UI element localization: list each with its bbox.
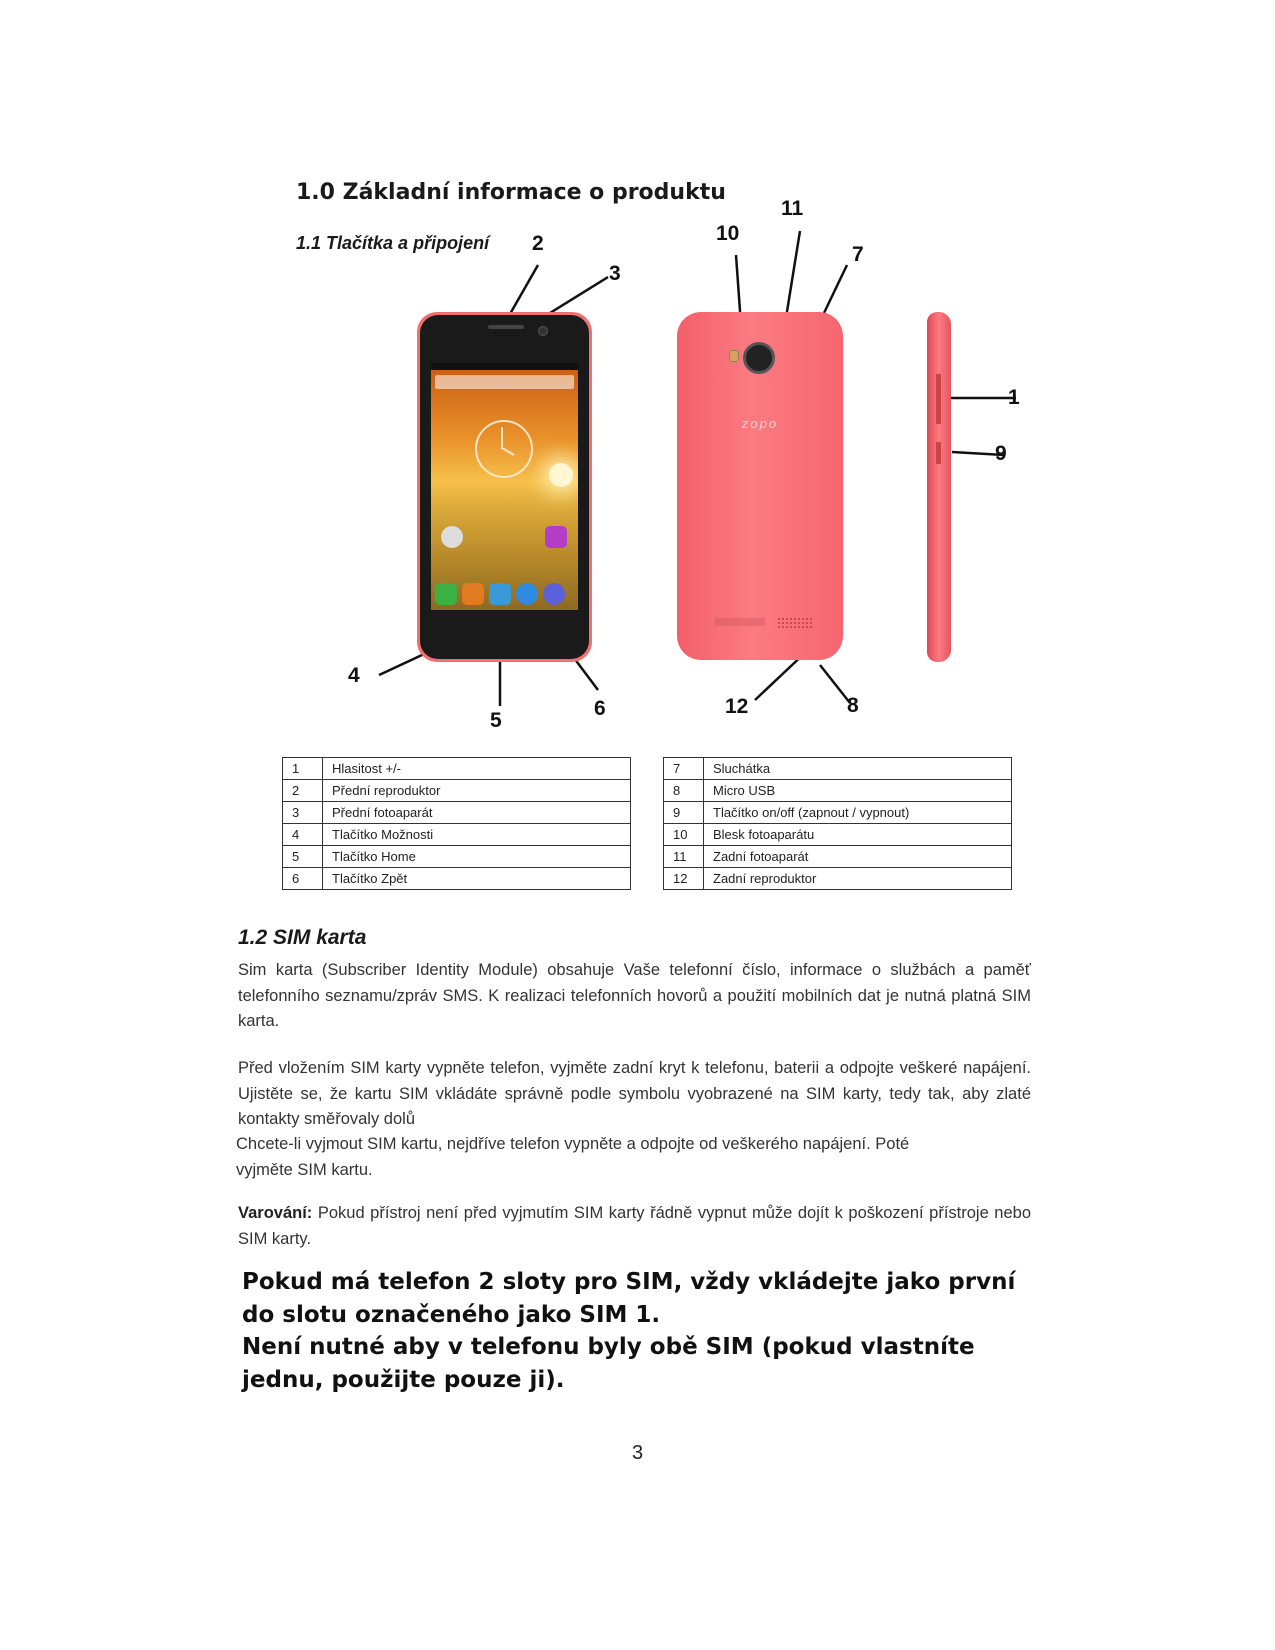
table-cell-num: 12 — [664, 868, 704, 890]
callout-4: 4 — [348, 664, 360, 687]
parts-table-left — [282, 757, 631, 890]
callout-5: 5 — [490, 709, 502, 732]
phone-screen — [431, 363, 578, 610]
camera-app-icon — [441, 526, 463, 548]
table-cell-label: Tlačítko Home — [323, 846, 631, 868]
paragraph-insert-sim: Před vložením SIM karty vypněte telefon, vyjměte zadní kryt k telefonu, baterii a odpojte veškeré napájení. Ujistěte se, že kartu SIM vkládáte správně podle symbolu vyobrazené na SIM karty, tedy tak, aby zlaté kontakty směřovaly dolů — [238, 1059, 1031, 1128]
phone-front-image — [417, 312, 592, 662]
callout-1: 1 — [1008, 386, 1020, 409]
section-title: 1.2 SIM karta — [238, 926, 367, 949]
dual-sim-note-2: Není nutné aby v telefonu byly obě SIM (pokud vlastníte jednu, použijte pouze ji). — [242, 1334, 975, 1393]
callout-10: 10 — [716, 222, 740, 245]
table-row — [664, 758, 1012, 780]
front-camera — [538, 326, 548, 336]
table-cell-num: 7 — [664, 758, 704, 780]
dual-sim-note — [242, 1266, 1042, 1396]
table-row — [283, 846, 631, 868]
search-widget — [435, 375, 574, 389]
table-row — [283, 780, 631, 802]
table-row — [283, 824, 631, 846]
table-cell-label: Tlačítko Možnosti — [323, 824, 631, 846]
leader-2 — [510, 265, 538, 314]
leader-7 — [824, 265, 847, 313]
table-cell-num: 1 — [283, 758, 323, 780]
table-cell-label: Tlačítko Zpět — [323, 868, 631, 890]
table-cell-label: Sluchátka — [704, 758, 1012, 780]
callout-6: 6 — [594, 697, 606, 720]
callout-2: 2 — [532, 232, 544, 255]
table-cell-num: 2 — [283, 780, 323, 802]
table-row — [664, 780, 1012, 802]
dual-sim-note-1: Pokud má telefon 2 sloty pro SIM, vždy vkládejte jako první do slotu označeného jako SIM 1. — [242, 1269, 1016, 1328]
table-cell-num: 6 — [283, 868, 323, 890]
phone-side-image — [927, 312, 951, 662]
music-app-icon — [545, 526, 567, 548]
page-heading: 1.0 Základní informace o produktu — [296, 180, 726, 205]
paragraph-sim-intro: Sim karta (Subscriber Identity Module) obsahuje Vaše telefonní číslo, informace o službách a paměť telefonního seznamu/zpráv SMS. K realizaci telefonních hovorů a použití mobilních dat je nutná platná SIM karta. — [238, 961, 1031, 1030]
subheading: 1.1 Tlačítka a připojení — [296, 233, 490, 253]
callout-8: 8 — [847, 694, 859, 717]
warning-label: Varování: — [238, 1204, 313, 1222]
table-cell-num: 8 — [664, 780, 704, 802]
table-cell-num: 5 — [283, 846, 323, 868]
leader-8 — [820, 665, 850, 703]
rear-camera — [743, 342, 775, 374]
table-cell-label: Micro USB — [704, 780, 1012, 802]
table-cell-label: Zadní fotoaparát — [704, 846, 1012, 868]
table-cell-num: 3 — [283, 802, 323, 824]
table-row — [664, 868, 1012, 890]
contacts-app-icon — [462, 583, 484, 605]
rear-speaker-grille — [777, 617, 813, 629]
callout-9: 9 — [995, 442, 1007, 465]
flash-icon — [729, 350, 739, 362]
page-number: 3 — [631, 1442, 644, 1464]
paragraph-remove-sim: Chcete-li vyjmout SIM kartu, nejdříve telefon vypněte a odpojte od veškerého napájení. Poté vyjměte SIM kartu. — [236, 1135, 910, 1179]
table-row — [664, 824, 1012, 846]
clock-hand — [501, 427, 503, 449]
paragraph-warning — [238, 1201, 1031, 1252]
power-button — [936, 442, 941, 464]
phone-app-icon — [435, 583, 457, 605]
table-cell-label: Zadní reproduktor — [704, 868, 1012, 890]
parts-table-right — [663, 757, 1012, 890]
callout-lines — [0, 0, 1275, 760]
table-row — [664, 802, 1012, 824]
front-speaker — [488, 325, 524, 329]
table-row — [283, 802, 631, 824]
sun-image — [549, 463, 573, 487]
table-cell-num: 11 — [664, 846, 704, 868]
apps-icon — [489, 583, 511, 605]
phone-back-image — [677, 312, 843, 660]
status-bar — [431, 363, 578, 370]
table-cell-num: 10 — [664, 824, 704, 846]
table-row — [664, 846, 1012, 868]
table-cell-num: 4 — [283, 824, 323, 846]
front-bezel — [420, 315, 589, 659]
table-row — [283, 758, 631, 780]
callout-11: 11 — [781, 197, 804, 220]
volume-button — [936, 374, 941, 424]
table-cell-label: Tlačítko on/off (zapnout / vypnout) — [704, 802, 1012, 824]
back-label — [715, 618, 765, 626]
table-row — [283, 868, 631, 890]
callout-3: 3 — [609, 262, 621, 285]
table-cell-label: Přední reproduktor — [323, 780, 631, 802]
brand-logo: zopo — [741, 416, 779, 431]
warning-text: Pokud přístroj není před vyjmutím SIM karty řádně vypnut může dojít k poškození přístroje nebo SIM karty. — [238, 1204, 1031, 1248]
table-cell-num: 9 — [664, 802, 704, 824]
table-cell-label: Přední fotoaparát — [323, 802, 631, 824]
table-cell-label: Blesk fotoaparátu — [704, 824, 1012, 846]
messages-app-icon — [543, 583, 565, 605]
callout-7: 7 — [852, 243, 864, 266]
table-cell-label: Hlasitost +/- — [323, 758, 631, 780]
callout-12: 12 — [725, 695, 749, 718]
browser-app-icon — [516, 583, 538, 605]
